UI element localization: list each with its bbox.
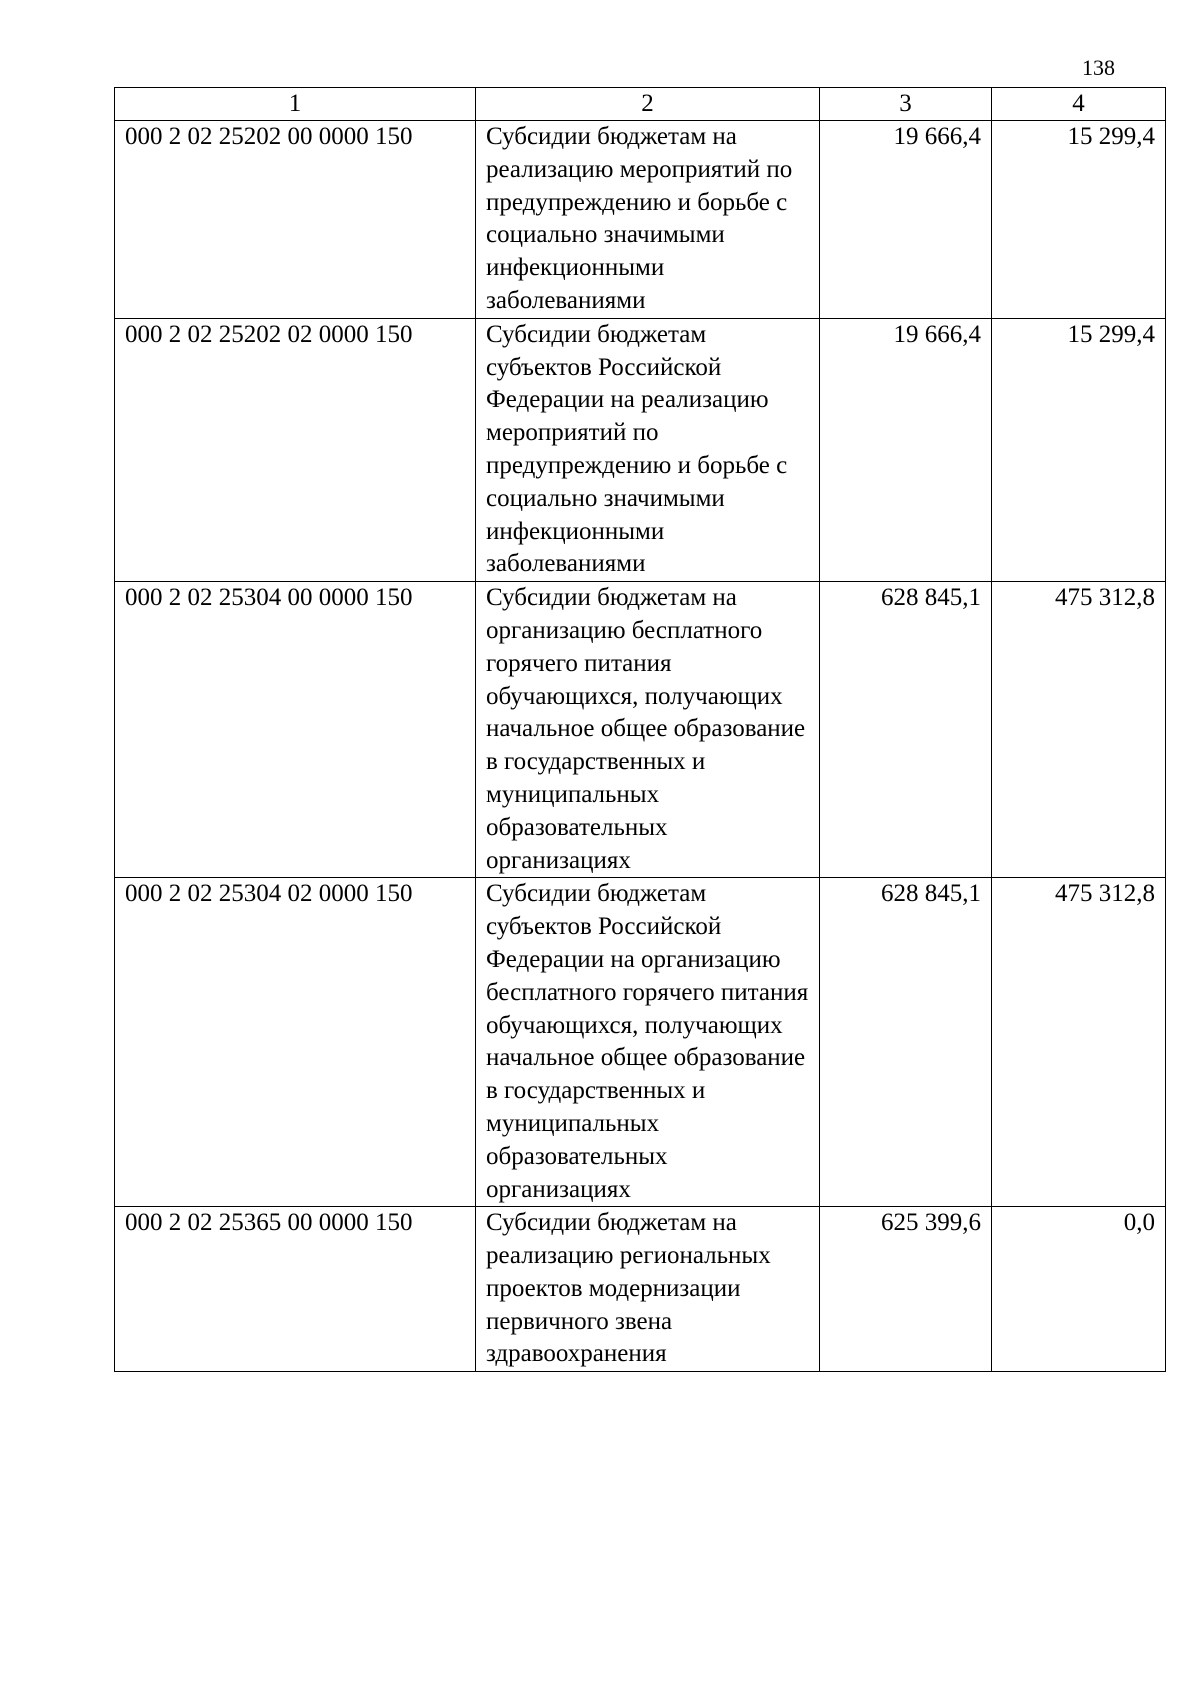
column-header: 2 (476, 88, 820, 121)
table-row (115, 318, 1166, 581)
amount-col4: 15 299,4 (992, 318, 1166, 581)
income-name: Субсидии бюджетам на организацию бесплатного горячего питания обучающихся, получающих начальное общее образование в государственных и муниципальных образовательных организациях (476, 582, 820, 878)
amount-col3: 628 845,1 (820, 878, 992, 1207)
classification-code: 000 2 02 25304 00 0000 150 (115, 582, 476, 878)
income-name: Субсидии бюджетам субъектов Российской Федерации на реализацию мероприятий по предупреждению и борьбе с социально значимыми инфекционными заболеваниями (476, 318, 820, 581)
column-header: 1 (115, 88, 476, 121)
classification-code: 000 2 02 25365 00 0000 150 (115, 1207, 476, 1372)
amount-col3: 628 845,1 (820, 582, 992, 878)
amount-col4: 15 299,4 (992, 121, 1166, 319)
table-row (115, 1207, 1166, 1372)
budget-table (114, 87, 1166, 1372)
page-number: 138 (1082, 55, 1115, 80)
amount-col3: 625 399,6 (820, 1207, 992, 1372)
classification-code: 000 2 02 25304 02 0000 150 (115, 878, 476, 1207)
classification-code: 000 2 02 25202 00 0000 150 (115, 121, 476, 319)
classification-code: 000 2 02 25202 02 0000 150 (115, 318, 476, 581)
table-row (115, 878, 1166, 1207)
income-name: Субсидии бюджетам субъектов Российской Федерации на организацию бесплатного горячего питания обучающихся, получающих начальное общее образование в государственных и муниципальных образовательных организациях (476, 878, 820, 1207)
income-name: Субсидии бюджетам на реализацию региональных проектов модернизации первичного звена здравоохранения (476, 1207, 820, 1372)
amount-col3: 19 666,4 (820, 121, 992, 319)
table-row (115, 121, 1166, 319)
amount-col4: 0,0 (992, 1207, 1166, 1372)
header-row (115, 88, 1166, 121)
income-name: Субсидии бюджетам на реализацию мероприятий по предупреждению и борьбе с социально значимыми инфекционными заболеваниями (476, 121, 820, 319)
table-row (115, 582, 1166, 878)
column-header: 3 (820, 88, 992, 121)
column-header: 4 (992, 88, 1166, 121)
amount-col4: 475 312,8 (992, 878, 1166, 1207)
amount-col4: 475 312,8 (992, 582, 1166, 878)
amount-col3: 19 666,4 (820, 318, 992, 581)
